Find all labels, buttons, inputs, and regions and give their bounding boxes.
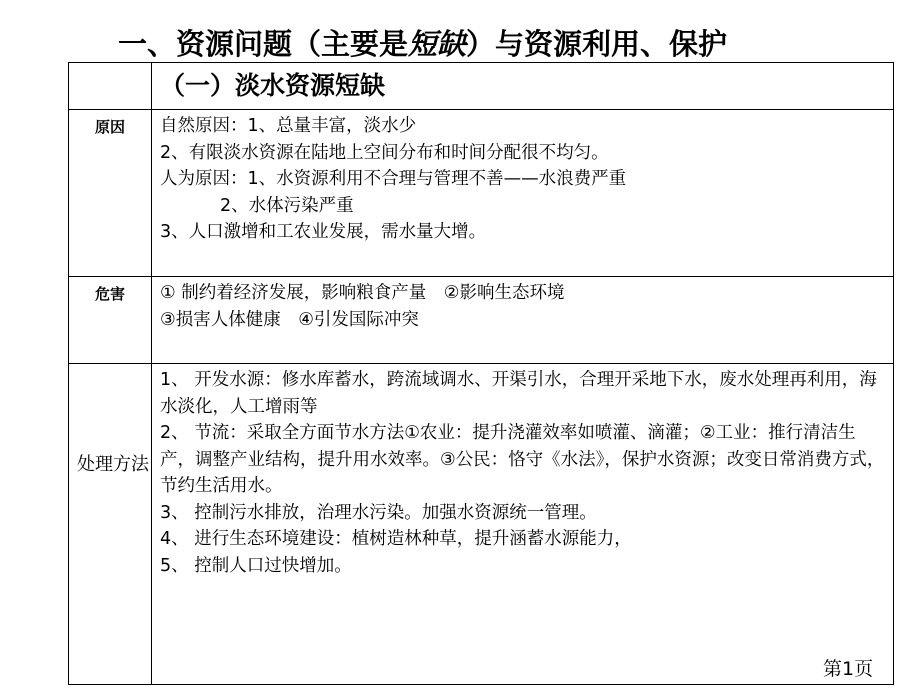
table-header-row — [69, 63, 894, 110]
table-row-cause — [69, 110, 894, 277]
cause-line: 3、人口激增和工农业发展，需水量大增。 — [160, 222, 487, 242]
harm-content-cell — [152, 277, 894, 364]
cause-label: 原因 — [94, 118, 125, 136]
content-table — [68, 62, 894, 685]
table-row-harm — [69, 277, 894, 364]
cause-line: 2、有限淡水资源在陆地上空间分布和时间分配很不均匀。 — [160, 142, 609, 163]
cause-line: 自然原因：1、总量丰富，淡水少 — [160, 116, 417, 136]
cause-line: 2、水体污染严重 — [220, 195, 354, 216]
method-item: 3、 控制污水排放，治理水污染。加强水资源统一管理。 — [160, 502, 597, 523]
section-heading-cell — [152, 63, 894, 110]
page-number: 第1页 — [823, 658, 874, 680]
harm-line: ① 制约着经济发展，影响粮食产量 ②影响生态环境 — [160, 283, 565, 303]
harm-label-cell — [69, 277, 152, 364]
table-row-method — [69, 364, 894, 685]
method-item: 4、 进行生态环境建设：植树造林种草，提升涵蓄水源能力， — [160, 529, 632, 549]
method-content-cell — [152, 364, 894, 685]
method-item: 1、 开发水源：修水库蓄水，跨流域调水、开渠引水，合理开采地下水，废水处理再利用，海水淡化，人工增雨等 — [160, 370, 877, 417]
harm-line: ③损害人体健康 ④引发国际冲突 — [160, 309, 419, 330]
title-emphasis: 短缺 — [408, 27, 467, 61]
slide-title — [118, 22, 838, 66]
cause-line: 人为原因：1、水资源利用不合理与管理不善——水浪费严重 — [160, 169, 627, 189]
cause-label-cell — [69, 110, 152, 277]
method-label: 处理方法 — [77, 454, 149, 475]
harm-label: 危害 — [94, 285, 125, 303]
section-heading: （一）淡水资源短缺 — [160, 71, 386, 100]
cause-content-cell — [152, 110, 894, 277]
method-label-cell — [69, 364, 152, 685]
method-item: 5、 控制人口过快增加。 — [160, 555, 352, 576]
title-prefix: 一、资源问题（主要是 — [118, 27, 409, 61]
method-item: 2、 节流：采取全方面节水方法①农业：提升浇灌效率如喷灌、滴灌；②工业：推行清洁生产，调整产业结构，提升用水效率。③公民：恪守《水法》，保护水资源；改变日常消费方式，节约生活用水。 — [160, 423, 885, 496]
header-empty-cell — [69, 63, 152, 110]
title-suffix: ）与资源利用、保护 — [466, 27, 728, 61]
